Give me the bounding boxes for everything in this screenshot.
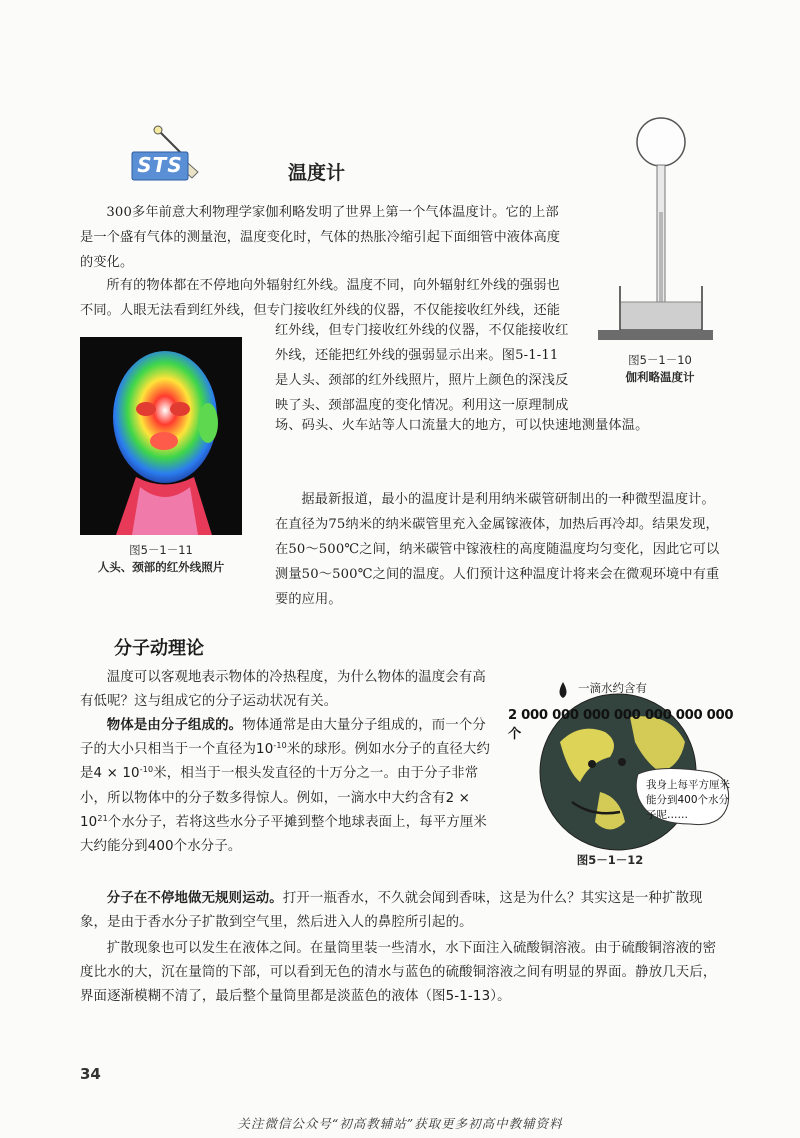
sts-paragraph-3: 据最新报道，最小的温度计是利用纳米碳管研制出的一种微型温度计。在直径为75纳米的纳米碳管里充入金属镓液体，加热后再冷却。结果发现，在50～500℃之间，纳米碳管中镓液柱的高度随温度均匀变化，因此它可以测量50～500℃之间的温度。人们预计这种温度计将来会在微观环境中有重要的应用。 bbox=[275, 492, 720, 607]
sts-title: 温度计 bbox=[288, 162, 346, 184]
section-heading: 分子动理论 bbox=[114, 638, 204, 659]
sts-paragraph-2-text: 所有的物体都在不停地向外辐射红外线。温度不同，向外辐射红外线的强弱也不同。人眼无法看到红外线，但专门接收红外线的仪器，不仅能接收红外线，还能 bbox=[80, 278, 561, 318]
sts-paragraph-1: 300多年前意大利物理学家伽利略发明了世界上第一个气体温度计。它的上部是一个盛有气体的测量泡，温度变化时，气体的热胀冷缩引起下面细管中液体高度的变化。 bbox=[80, 205, 561, 270]
infrared-caption bbox=[76, 542, 246, 576]
thermometer-caption-title: 伽利略温度计 bbox=[625, 370, 695, 384]
liquid-diffusion-paragraph: 扩散现象也可以发生在液体之间。在量筒里装一些清水，水下面注入硫酸铜溶液。由于硫酸铜溶液的密度比水的大，沉在量筒的下部，可以看到无色的清水与蓝色的硫酸铜溶液之间有明显的界面。静放几天后，界面逐渐模糊不清了，最后整个量筒里都是淡蓝色的液体（图5-1-13）。 bbox=[80, 941, 717, 1005]
thermometer-caption bbox=[590, 352, 730, 386]
diffusion-paragraph bbox=[80, 887, 722, 935]
sts-badge bbox=[128, 122, 208, 186]
molecules-sup-2: -10 bbox=[139, 765, 154, 775]
sts-paragraph-2-tail bbox=[275, 413, 725, 488]
sts-paragraph-2-wrap bbox=[275, 318, 570, 418]
molecules-sup-3: 21 bbox=[97, 813, 108, 823]
sts-paragraph-2-copy: 红外线，但专门接收红外线的仪器，不仅能接收红外线，还能把红外线的强弱显示出来。图5-1-11是人头、颈部的红外线照片，照片上颜色的深浅反映了头、颈部温度的变化情况。利用这一原理制成 bbox=[275, 323, 569, 413]
thermometer-figure bbox=[598, 112, 718, 352]
molecules-text-b: 米的球形。例如水分子的直径大约是4 × 10 bbox=[80, 742, 491, 782]
earth-figure bbox=[510, 672, 740, 852]
molecules-text-d: 个水分子，若将这些水分子平摊到整个地球表面上，每平方厘米大约能分到400个水分子。 bbox=[80, 814, 487, 855]
page-number: 34 bbox=[80, 1065, 101, 1083]
diffusion-lead: 分子在不停地做无规则运动。 bbox=[106, 891, 283, 906]
sts-paragraph-2-tail-inner bbox=[275, 413, 725, 438]
galileo-thermometer-icon bbox=[598, 112, 718, 352]
infrared-head-image bbox=[80, 337, 242, 535]
drop-label: 一滴水约含有 bbox=[578, 681, 647, 695]
molecules-lead: 物体是由分子组成的。 bbox=[106, 718, 243, 733]
sts-badge-text: STS bbox=[137, 153, 183, 177]
molecules-text-a: 物体通常是由大量分子组成的，而一个分子的大小只相当于一个直径为10 bbox=[80, 718, 486, 758]
footer-note: 关注微信公众号“初高教辅站”获取更多初高中教辅资料 bbox=[237, 1116, 563, 1131]
molecules-paragraph bbox=[80, 714, 492, 859]
molecules-text-c: 米，相当于一根头发直径的十万分之一。由于分子非常小，所以物体中的分子数多得惊人。例如，一滴水中大约含有2 × 10 bbox=[80, 766, 479, 830]
speech-bubble: 我身上每平方厘米能分到400个水分子呢…… bbox=[646, 779, 730, 821]
molecule-count: 2 000 000 000 000 000 000 000 个 bbox=[508, 708, 734, 742]
diffusion-text: 打开一瓶香水，不久就会闻到香味，这是为什么？其实这是一种扩散现象，是由于香水分子扩散到空气里，然后进入人的鼻腔所引起的。 bbox=[80, 891, 703, 931]
sts-paragraph-2-wrap-inner bbox=[275, 318, 570, 418]
infrared-caption-title: 人头、颈部的红外线照片 bbox=[97, 560, 225, 574]
earth-icon bbox=[510, 672, 740, 852]
sts-paragraph-2-copy-2: 场、码头、火车站等人口流量大的地方，可以快速地测量体温。 bbox=[275, 418, 649, 433]
thermometer-caption-number: 图5－1－10 bbox=[628, 353, 692, 367]
infrared-photo bbox=[80, 337, 242, 535]
infrared-caption-number: 图5－1－11 bbox=[129, 543, 193, 557]
molecules-sup-1: -10 bbox=[273, 741, 287, 751]
earth-caption-number: 图5－1－12 bbox=[576, 853, 644, 867]
sts-paragraph-2a bbox=[80, 273, 572, 323]
intro-paragraph: 温度可以客观地表示物体的冷热程度，为什么物体的温度会有高有低呢？这与组成它的分子运动状况有关。 bbox=[80, 670, 486, 709]
